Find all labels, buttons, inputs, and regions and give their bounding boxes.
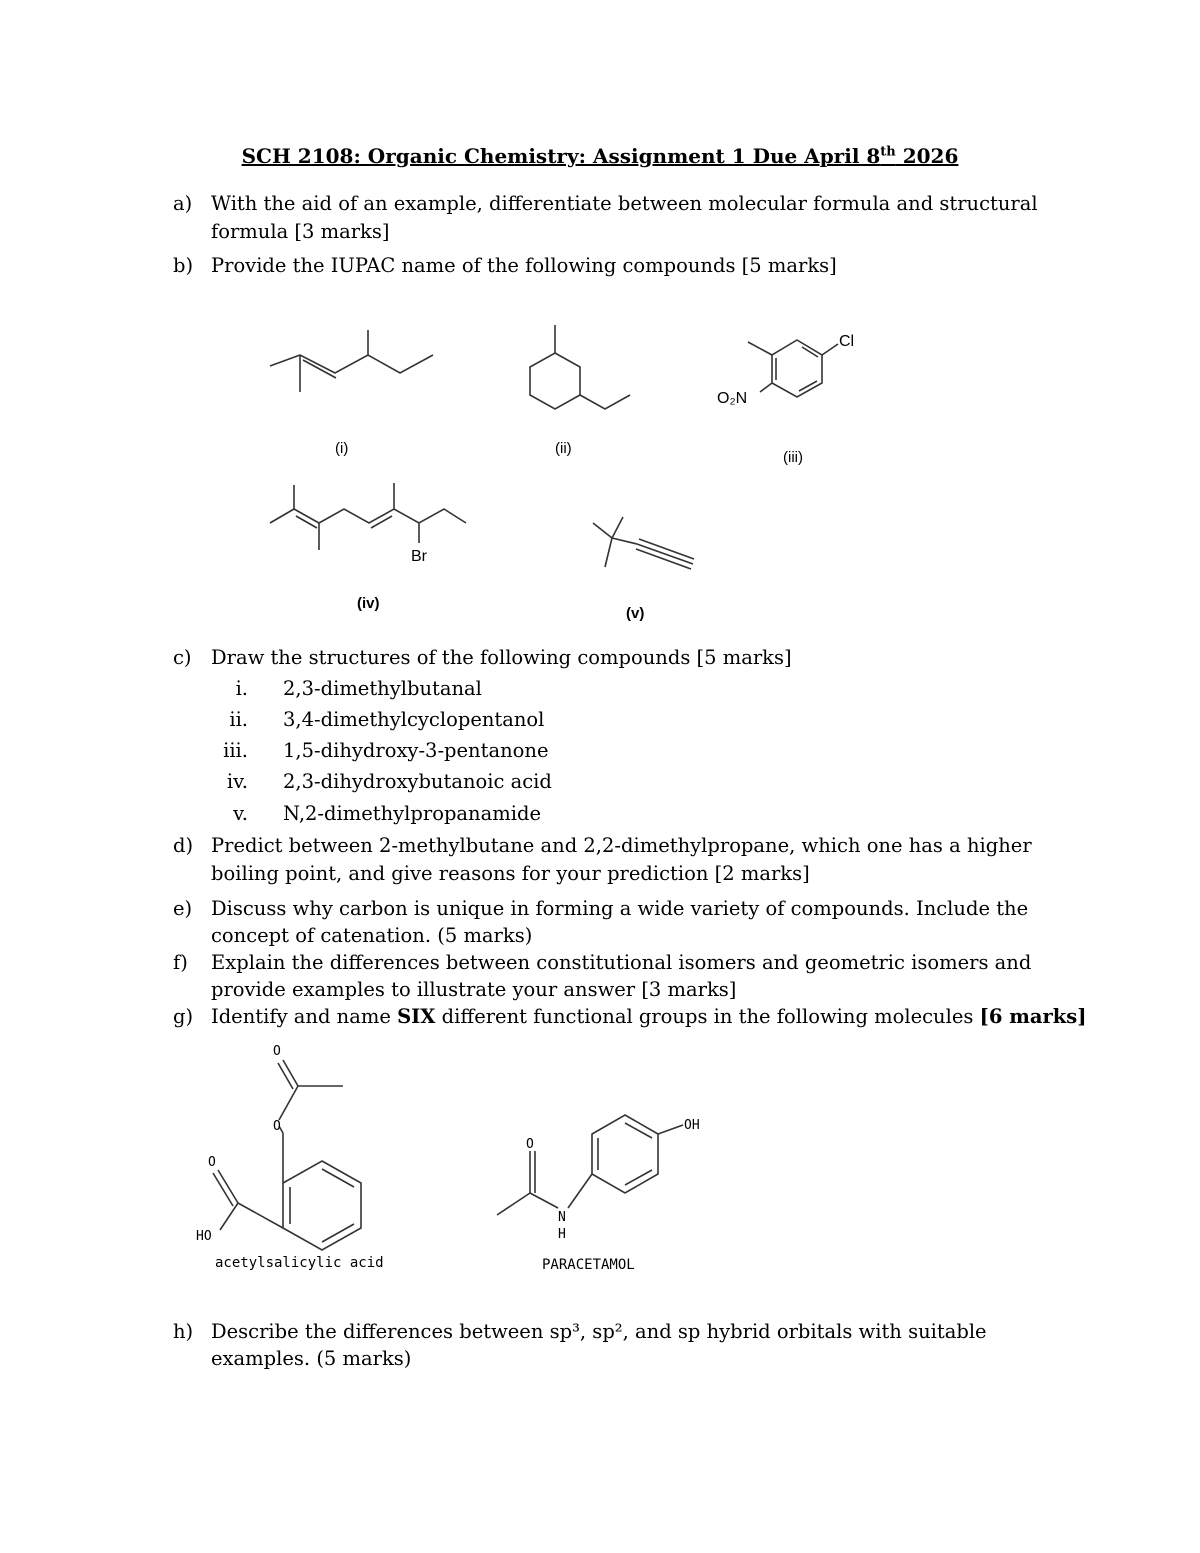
structure-iii: [717, 333, 854, 466]
phenol-hydroxyl-group: OH: [684, 1118, 700, 1133]
paracetamol-caption: PARACETAMOL: [542, 1257, 635, 1273]
acid-carbonyl-oxygen-atom: O: [208, 1155, 216, 1170]
compound-name: 3,4-dimethylcyclopentanol: [283, 708, 545, 731]
compound-name: 1,5-dihydroxy-3-pentanone: [283, 739, 549, 762]
structure-iii-label: (iii): [783, 449, 803, 466]
structure-ii: [530, 325, 630, 457]
question-g-label: g): [173, 1005, 194, 1028]
compound-name: 2,3-dihydroxybutanoic acid: [283, 770, 552, 793]
aspirin-structure: [196, 1044, 361, 1250]
question-b-label: b): [173, 254, 194, 277]
question-f-label: f): [173, 951, 188, 974]
hydroxyl-group: HO: [196, 1229, 212, 1244]
question-h-label: h): [173, 1320, 194, 1343]
compound-number: iii.: [223, 739, 248, 762]
compound-item: [0, 739, 1200, 767]
question-c-label: c): [173, 646, 192, 669]
question-e-text: Discuss why carbon is unique in forming a wide variety of compounds. Include the concept of catenation. (5 marks): [211, 897, 1029, 947]
aspirin-caption: acetylsalicylic acid: [215, 1255, 384, 1271]
structure-iv-label: (iv): [357, 595, 380, 612]
compound-number: i.: [235, 677, 248, 700]
compound-name: N,2-dimethylpropanamide: [283, 802, 541, 825]
bromine-atom: Br: [411, 548, 427, 565]
compound-item: [0, 677, 1200, 705]
compound-number: iv.: [226, 770, 248, 793]
compound-item: [0, 708, 1200, 736]
structure-i: [270, 330, 433, 457]
question-h-text: Describe the differences between sp³, sp², and sp hybrid orbitals with suitable examples. (5 marks): [211, 1320, 987, 1370]
compound-number: v.: [233, 802, 248, 825]
hydrogen-atom: H: [558, 1227, 566, 1242]
question-g-text-b: different functional groups in the following molecules: [435, 1005, 980, 1028]
structures-b-figure: [0, 310, 1200, 640]
title-superscript: th: [880, 144, 896, 160]
question-b-text: Provide the IUPAC name of the following compounds [5 marks]: [211, 254, 837, 277]
structure-v: [593, 517, 694, 622]
compound-number: ii.: [229, 708, 248, 731]
question-c-text: Draw the structures of the following compounds [5 marks]: [211, 646, 792, 669]
question-g-bold-six: SIX: [397, 1005, 436, 1028]
ester-oxygen-atom: O: [273, 1119, 281, 1134]
question-d-text: Predict between 2-methylbutane and 2,2-dimethylpropane, which one has a higher boiling point, and give reasons for your prediction [2 marks]: [211, 834, 1032, 885]
page-title: [0, 144, 1200, 168]
title-main: SCH 2108: Organic Chemistry: Assignment 1 Due April 8: [241, 144, 881, 168]
structure-ii-label: (ii): [555, 440, 572, 457]
molecules-g-figure: [0, 1038, 1200, 1288]
question-a-text: With the aid of an example, differentiate between molecular formula and structural formula [3 marks]: [211, 192, 1038, 243]
question-g-marks: [6 marks]: [979, 1005, 1087, 1028]
paracetamol-structure: [497, 1115, 700, 1242]
compound-name: 2,3-dimethylbutanal: [283, 677, 482, 700]
question-e-label: e): [173, 897, 193, 920]
amide-oxygen-atom: O: [526, 1137, 534, 1152]
structure-iv: [270, 483, 466, 612]
question-f-text: Explain the differences between constitutional isomers and geometric isomers and provide examples to illustrate your answer [3 marks]: [211, 951, 1032, 1001]
nitrogen-atom: N: [558, 1210, 566, 1225]
question-d-label: d): [173, 834, 194, 857]
compound-item: [0, 770, 1200, 798]
title-year: 2026: [895, 144, 959, 168]
compound-item: [0, 802, 1200, 830]
question-g-text-a: Identify and name: [211, 1005, 398, 1028]
nitro-group: O₂N: [717, 390, 748, 407]
carbonyl-oxygen-atom: O: [273, 1044, 281, 1059]
question-a-label: a): [173, 192, 193, 215]
structure-i-label: (i): [335, 440, 349, 457]
structure-v-label: (v): [626, 605, 645, 622]
question-g-text: [211, 1003, 1087, 1031]
chlorine-atom: Cl: [839, 333, 855, 350]
